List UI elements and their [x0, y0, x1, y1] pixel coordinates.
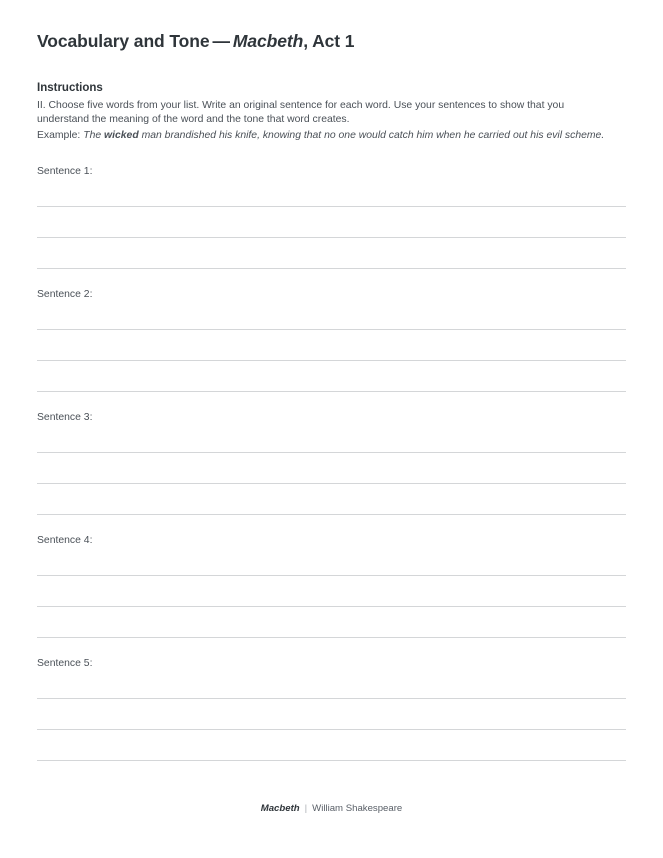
example-label: Example: [37, 130, 81, 141]
sentence-label-2: Sentence 2: [37, 289, 93, 300]
page-title-suffix: , Act 1 [303, 31, 355, 51]
page-title-separator: — [212, 31, 230, 51]
line-spacer [37, 484, 626, 514]
footer-separator: | [304, 803, 308, 814]
answer-line[interactable] [37, 514, 626, 515]
line-spacer [37, 699, 626, 729]
answer-lines-2 [37, 329, 626, 392]
line-spacer [37, 576, 626, 606]
sentence-block-2 [37, 289, 626, 392]
footer-author: William Shakespeare [312, 803, 403, 814]
line-spacer [37, 361, 626, 391]
instructions-body: II. Choose five words from your list. Write an original sentence for each word. Use your sentences to show that you understand the meaning of the word and the tone that word creates. [37, 100, 565, 126]
example-highlight-word: wicked [104, 130, 139, 141]
sentence-block-1 [37, 166, 626, 269]
sentence-label-4: Sentence 4: [37, 535, 93, 546]
footer-work-title: Macbeth [260, 803, 300, 814]
answer-line[interactable] [37, 268, 626, 269]
page-title-prefix: Vocabulary and Tone [37, 31, 210, 51]
line-spacer [37, 453, 626, 483]
answer-line[interactable] [37, 637, 626, 638]
sentence-label-3: Sentence 3: [37, 412, 93, 423]
instructions-heading: Instructions [37, 82, 103, 94]
answer-lines-4 [37, 575, 626, 638]
line-spacer [37, 330, 626, 360]
answer-lines-5 [37, 698, 626, 761]
sentence-label-5: Sentence 5: [37, 658, 93, 669]
page-title-work: Macbeth [232, 31, 304, 51]
answer-lines-1 [37, 206, 626, 269]
example-text-before: The [83, 130, 102, 141]
answer-lines-3 [37, 452, 626, 515]
line-spacer [37, 207, 626, 237]
sentence-block-5 [37, 658, 626, 761]
sentence-block-3 [37, 412, 626, 515]
instructions-example [37, 129, 637, 143]
example-text-after: man brandished his knife, knowing that no one would catch him when he carried out his evil scheme. [141, 130, 605, 141]
line-spacer [37, 607, 626, 637]
line-spacer [37, 238, 626, 268]
page-footer [0, 803, 663, 814]
line-spacer [37, 730, 626, 760]
answer-line[interactable] [37, 391, 626, 392]
sentence-block-4 [37, 535, 626, 638]
page-title [37, 31, 354, 52]
answer-line[interactable] [37, 760, 626, 761]
sentence-label-1: Sentence 1: [37, 166, 93, 177]
